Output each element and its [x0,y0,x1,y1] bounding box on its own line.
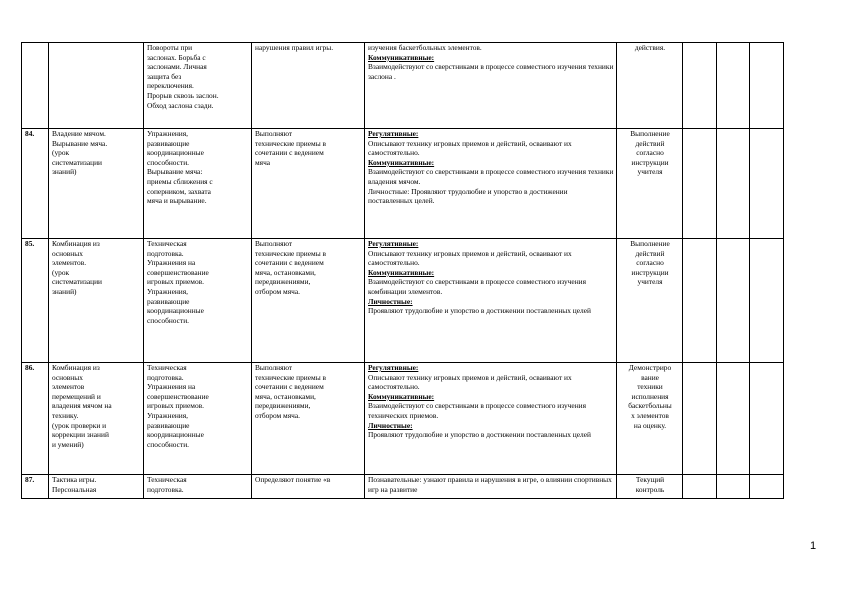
result-item [368,363,614,373]
lesson-topic-line: Тактика игры. [52,475,97,484]
student-activity-line: передвижениями, [255,277,311,287]
empty-cell [750,43,784,129]
result-item [368,430,614,440]
result-text: Взаимодействуют со сверстниками в процессе совместного изучения комбинации элементов. [368,277,587,296]
empty-cell [717,239,750,363]
lesson-content-line: Упражнения, [147,286,189,296]
control-form [617,239,683,363]
control-form-line: согласно [636,258,664,268]
empty-cell [683,475,717,499]
student-activity-line: сочетании с ведением [255,258,324,268]
empty-cell [717,475,750,499]
table-row [22,363,784,475]
result-text: Познавательные: узнают правила и нарушения в игре, о влиянии спортивных игр на развитие [368,475,612,494]
control-form-line: Демонстриро [628,363,672,372]
empty-cell [717,129,750,239]
learning-results [365,129,617,239]
student-activity [252,129,365,239]
lesson-topic [49,43,144,129]
control-form [617,43,683,129]
student-activity-line: сочетании с ведением [255,382,324,392]
empty-cell [683,239,717,363]
lesson-topic [49,363,144,475]
control-form-line: учителя [637,167,663,177]
lesson-topic [49,239,144,363]
lesson-topic-line: Комбинация из [52,363,100,372]
lesson-content-line: игровых приемов. [147,277,204,287]
result-label: Коммуникативные: [368,267,435,277]
empty-cell [683,43,717,129]
student-activity-line: нарушения правил игры. [255,43,334,52]
student-activity-line: сочетании с ведением [255,148,324,158]
control-form [617,363,683,475]
result-text: Взаимодействуют со сверстниками в процессе совместного изучения технических приемов. [368,401,587,420]
result-text: Проявляют трудолюбие и упорство в достижении поставленных целей [368,430,591,440]
lesson-content-line: развивающие [147,138,190,148]
result-item [368,277,614,296]
lesson-content-line: заслонах. Борьба с [147,52,206,62]
empty-cell [717,363,750,475]
lesson-content-line: Упражнения, [147,129,189,138]
table-row [22,239,784,363]
control-form-line: техники [637,382,663,392]
lesson-content-line: совершенствование [147,391,209,401]
lesson-number [22,43,49,129]
student-activity-line: технические приемы в [255,248,327,258]
control-form-line: согласно [636,148,664,158]
result-item [368,129,614,139]
lesson-content [144,43,252,129]
control-form-line: Выполнение [630,129,670,138]
lesson-content [144,363,252,475]
lesson-topic-line: элементов [52,382,85,392]
empty-cell [750,475,784,499]
control-form-line: вание [641,372,659,382]
result-text: Взаимодействуют со сверстниками в процессе совместного изучения техники владения мячом. [368,167,614,186]
result-item [368,239,614,249]
result-label: Личностные: [368,296,413,306]
control-form [617,475,683,499]
result-item [368,373,614,392]
result-label: Регулятивные: [368,129,419,138]
control-form-line: на оценку. [633,420,667,430]
control-form-line: баскетбольны [628,401,672,411]
student-activity-line: отбором мяча. [255,286,300,296]
lesson-topic-line: элементов. [52,258,87,268]
result-item [368,475,614,494]
control-form-line: действий [635,138,665,148]
lesson-topic-line: коррекции знаний [52,430,109,440]
result-text: Личностные: Проявляют трудолюбие и упорство в достижении поставленных целей. [368,186,568,206]
lesson-topic-line: технику. [52,410,79,420]
lesson-content-line: Техническая [147,475,187,484]
lesson-plan-table [21,42,784,499]
lesson-content-line: координационные [147,148,204,158]
student-activity-line: технические приемы в [255,372,327,382]
lesson-content-line: заслонами. Личная [147,62,207,72]
lesson-content-line: подготовка. [147,484,184,494]
result-text: Описывают технику игровых приемов и действий, осваивают их самостоятельно. [368,248,572,268]
lesson-content-line: способности. [147,157,189,167]
student-activity-line: передвижениями, [255,401,311,411]
lesson-topic-line: (урок [52,267,70,277]
lesson-topic-line: систематизации [52,157,102,167]
learning-results [365,475,617,499]
lesson-content-line: Упражнения, [147,410,189,420]
result-text: Взаимодействуют со сверстниками в процессе совместного изучения техники заслона . [368,62,614,81]
control-form-line: Выполнение [630,239,670,248]
student-activity [252,363,365,475]
table-row [22,43,784,129]
result-item [368,421,614,431]
student-activity-line: Определяют понятие «в [255,475,331,484]
control-form-line: действий [635,248,665,258]
result-label: Коммуникативные: [368,157,435,167]
lesson-content-line: защита без [147,71,182,81]
student-activity-line: Выполняют [255,239,293,248]
result-label: Регулятивные: [368,363,419,372]
student-activity [252,475,365,499]
control-form-line: х элементов [631,410,669,420]
empty-cell [750,239,784,363]
lesson-content-line: развивающие [147,420,190,430]
lesson-topic-line: перемещений и [52,391,101,401]
control-form-line: исполнения [631,391,669,401]
lesson-topic-line: (урок [52,148,70,158]
result-text: Описывают технику игровых приемов и действий, осваивают их самостоятельно. [368,372,572,392]
lesson-number: 86. [22,363,49,475]
result-text: Проявляют трудолюбие и упорство в достижении поставленных целей [368,306,591,316]
learning-results [365,43,617,129]
lesson-content-line: совершенствование [147,267,209,277]
lesson-content-line: мяча и вырывание. [147,196,207,206]
result-item [368,187,614,206]
student-activity-line: мяча [255,157,271,167]
lesson-content-line: игровых приемов. [147,401,204,411]
result-text: изучения баскетбольных элементов. [368,43,482,52]
empty-cell [750,363,784,475]
lesson-content-line: переключения. [147,81,194,91]
lesson-topic-line: (урок проверки и [52,420,107,430]
lesson-content-line: подготовка. [147,248,184,258]
lesson-content-line: развивающие [147,296,190,306]
lesson-topic-line: Комбинация из [52,239,100,248]
empty-cell [750,129,784,239]
lesson-topic [49,475,144,499]
lesson-content-line: подготовка. [147,372,184,382]
student-activity-line: технические приемы в [255,138,327,148]
table-row [22,475,784,499]
lesson-number: 85. [22,239,49,363]
lesson-topic-line: основных [52,248,83,258]
lesson-topic-line: основных [52,372,83,382]
empty-cell [683,363,717,475]
control-form-line: учителя [637,277,663,287]
lesson-topic-line: Персональная [52,484,97,494]
empty-cell [717,43,750,129]
lesson-content-line: Повороты при [147,43,193,52]
lesson-content-line: способности. [147,315,189,325]
result-item [368,392,614,402]
lesson-topic [49,129,144,239]
lesson-number: 87. [22,475,49,499]
result-item [368,139,614,158]
result-item [368,306,614,316]
lesson-content-line: координационные [147,430,204,440]
control-form-line: контроль [635,484,665,494]
result-item [368,297,614,307]
student-activity-line: мяча, остановками, [255,391,316,401]
result-label: Личностные: [368,420,413,430]
lesson-content-line: координационные [147,306,204,316]
result-item [368,401,614,420]
page-number: 1 [810,540,817,552]
lesson-content-line: Вырывание мяча: [147,167,203,177]
student-activity-line: отбором мяча. [255,410,300,420]
lesson-content [144,129,252,239]
lesson-number: 84. [22,129,49,239]
lesson-content-line: соперником, захвата [147,186,211,196]
lesson-topic-line: Вырывание мяча. [52,138,108,148]
lesson-content-line: Упражнения на [147,258,196,268]
learning-results [365,239,617,363]
result-label: Коммуникативные: [368,52,435,62]
control-form-line: инструкции [631,267,669,277]
student-activity-line: Выполняют [255,363,293,372]
lesson-topic-line: Владение мячом. [52,129,106,138]
result-label: Коммуникативные: [368,391,435,401]
lesson-topic-line: и умений) [52,439,84,449]
result-item [368,249,614,268]
result-item [368,53,614,63]
result-label: Регулятивные: [368,239,419,248]
lesson-content-line: Упражнения на [147,382,196,392]
lesson-content-line: приемы сближения с [147,176,213,186]
control-form-line: действия. [634,43,666,52]
result-item [368,158,614,168]
lesson-content [144,239,252,363]
lesson-topic-line: систематизации [52,277,102,287]
lesson-topic-line: знаний) [52,167,77,177]
student-activity-line: Выполняют [255,129,293,138]
student-activity [252,239,365,363]
result-item [368,62,614,81]
empty-cell [683,129,717,239]
result-text: Описывают технику игровых приемов и действий, осваивают их самостоятельно. [368,138,572,158]
lesson-topic-line: знаний) [52,286,77,296]
result-item [368,167,614,186]
lesson-content-line: Обход заслона сзади. [147,100,214,110]
control-form-line: Текущий [635,475,665,484]
result-item [368,43,614,53]
control-form-line: инструкции [631,157,669,167]
learning-results [365,363,617,475]
lesson-topic-line: владения мячом на [52,401,112,411]
control-form [617,129,683,239]
result-item [368,268,614,278]
lesson-content [144,475,252,499]
lesson-content-line: Техническая [147,363,187,372]
lesson-content-line: Техническая [147,239,187,248]
lesson-content-line: Прорыв сквозь заслон. [147,90,219,100]
lesson-content-line: способности. [147,439,189,449]
student-activity-line: мяча, остановками, [255,267,316,277]
table-row [22,129,784,239]
student-activity [252,43,365,129]
